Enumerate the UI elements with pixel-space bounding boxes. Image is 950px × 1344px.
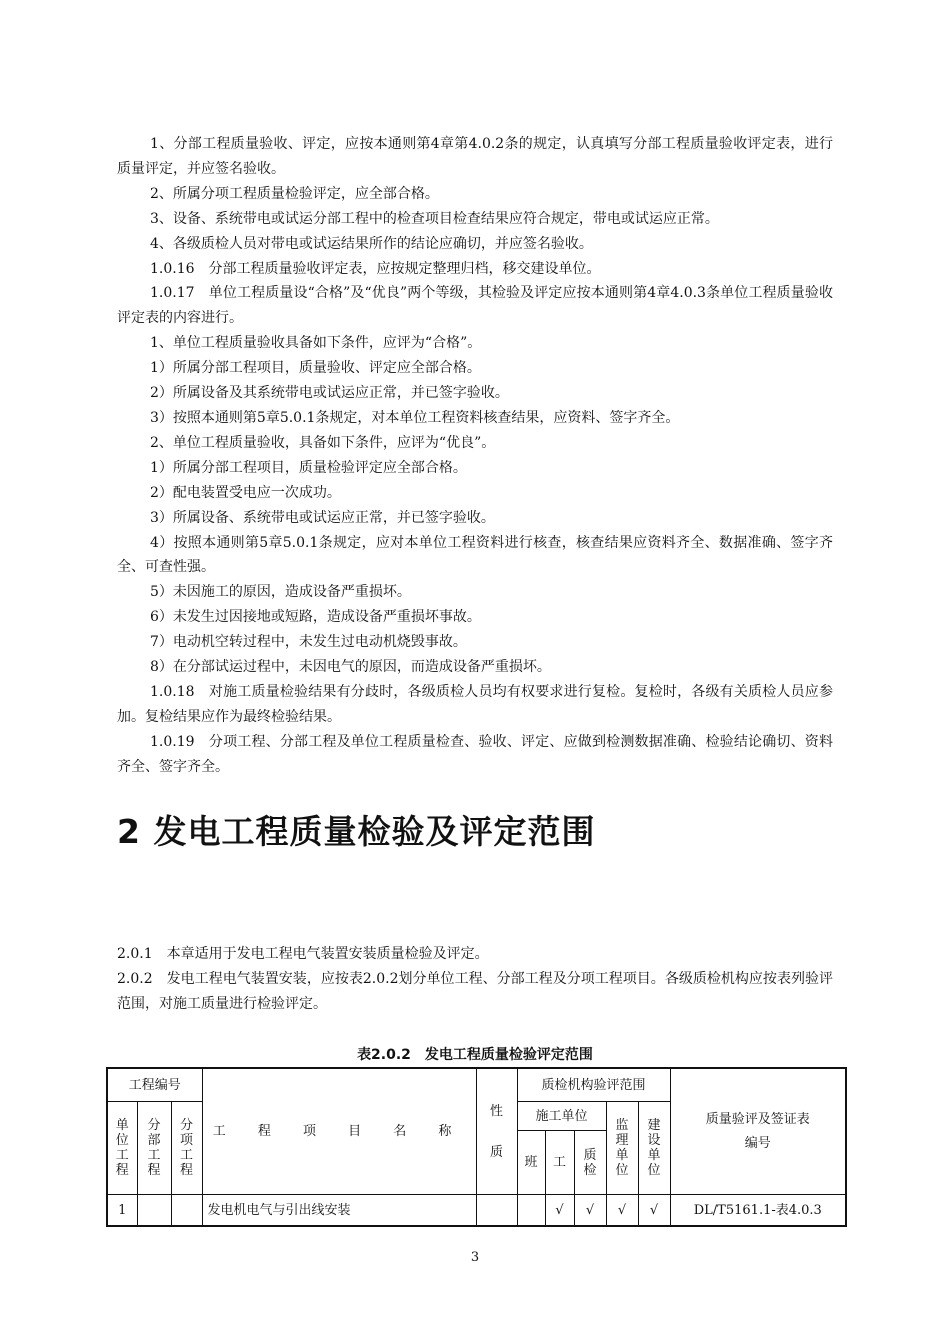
cell-nature <box>476 1195 517 1227</box>
header-nature <box>476 1068 517 1195</box>
paragraph: 1）所属分部工程项目，质量验收、评定应全部合格。 <box>150 360 481 377</box>
header-project-code: 工程编号 <box>107 1068 202 1102</box>
paragraph: 1.0.16 分部工程质量验收评定表，应按规定整理归档，移交建设单位。 <box>150 260 601 277</box>
cell-supervision: √ <box>606 1195 638 1227</box>
paragraph: 1.0.18 对施工质量检验结果有分歧时，各级质检人员均有权要求进行复检。复检时，各级有关质检人员应参加。复检结果应作为最终检验结果。 <box>117 683 833 725</box>
paragraph: 6）未发生过因接地或短路，造成设备严重损坏事故。 <box>150 609 481 626</box>
header-quality-check: 质检 <box>574 1131 606 1195</box>
paragraph: 2、所属分项工程质量检验评定，应全部合格。 <box>150 185 439 202</box>
body-text <box>117 132 833 780</box>
header-unit-project: 单位工程 <box>107 1102 137 1195</box>
header-team: 班 <box>517 1131 545 1195</box>
header-project-name-text: 工 程 项 目 名 称 <box>212 1124 466 1139</box>
paragraph: 1、分部工程质量验收、评定，应按本通则第4章第4.0.2条的规定，认真填写分部工程质量验收评定表，进行质量评定，并应签名验收。 <box>117 136 833 177</box>
paragraph: 2）配电装置受电应一次成功。 <box>150 484 341 501</box>
cell-name: 发电机电气与引出线安装 <box>202 1195 476 1227</box>
paragraph: 2.0.1 本章适用于发电工程电气装置安装质量检验及评定。 <box>117 946 489 962</box>
header-inspection-scope: 质检机构验评范围 <box>517 1068 670 1102</box>
cell-sub <box>137 1195 171 1227</box>
cell-unit: 1 <box>107 1195 137 1227</box>
header-construction-unit: 施工单位 <box>517 1102 606 1131</box>
paragraph: 4、各级质检人员对带电或试运结果所作的结论应确切，并应签名验收。 <box>150 235 593 252</box>
chapter-heading: 2 发电工程质量检验及评定范围 <box>117 812 596 851</box>
paragraph: 2.0.2 发电工程电气装置安装，应按表2.0.2划分单位工程、分部工程及分项工程项目。各级质检机构应按表列验评范围，对施工质量进行检验评定。 <box>117 970 833 1012</box>
paragraph: 3）所属设备、系统带电或试运应正常，并已签字验收。 <box>150 509 495 526</box>
cell-form-no: DL/T5161.1-表4.0.3 <box>670 1195 846 1227</box>
page-number: 3 <box>470 1250 480 1265</box>
paragraph: 1.0.17 单位工程质量设“合格”及“优良”两个等级，其检验及评定应按本通则第4章4.0.3条单位工程质量验收评定表的内容进行。 <box>117 285 833 327</box>
paragraph: 1、单位工程质量验收具备如下条件，应评为“合格”。 <box>150 335 482 352</box>
paragraph: 1.0.19 分项工程、分部工程及单位工程质量检查、验收、评定、应做到检测数据准确、检验结论确切、资料齐全、签字齐全。 <box>117 733 833 775</box>
paragraph: 8）在分部试运过程中，未因电气的原因，而造成设备严重损坏。 <box>150 659 551 676</box>
header-work: 工 <box>545 1131 574 1195</box>
cell-item <box>171 1195 202 1227</box>
paragraph: 5）未因施工的原因，造成设备严重损坏。 <box>150 584 411 601</box>
paragraph: 3）按照本通则第5章5.0.1条规定，对本单位工程资料核查结果，应资料、签字齐全。 <box>150 409 680 426</box>
paragraph: 2、单位工程质量验收，具备如下条件，应评为“优良”。 <box>150 434 496 451</box>
section-2-text <box>117 942 833 1017</box>
header-sub-project: 分部工程 <box>137 1102 171 1195</box>
header-owner-unit: 建设单位 <box>638 1102 670 1195</box>
header-form-title: 质量验评及签证表编号 <box>670 1068 846 1195</box>
table-row <box>107 1195 846 1227</box>
paragraph: 7）电动机空转过程中，未发生过电动机烧毁事故。 <box>150 634 467 651</box>
cell-team <box>517 1195 545 1227</box>
table-caption: 表2.0.2 发电工程质量检验评定范围 <box>357 1047 593 1063</box>
header-nature-1: 性 <box>490 1103 504 1119</box>
cell-quality-check: √ <box>574 1195 606 1227</box>
scope-table <box>106 1067 847 1227</box>
header-supervision-unit: 监理单位 <box>606 1102 638 1195</box>
paragraph: 2）所属设备及其系统带电或试运应正常，并已签字验收。 <box>150 385 509 402</box>
paragraph: 3、设备、系统带电或试运分部工程中的检查项目检查结果应符合规定，带电或试运应正常。 <box>150 210 719 227</box>
header-item-project: 分项工程 <box>171 1102 202 1195</box>
paragraph: 4）按照本通则第5章5.0.1条规定，应对本单位工程资料进行核查，核查结果应资料齐全、数据准确、签字齐全、可查性强。 <box>117 534 833 576</box>
paragraph: 1）所属分部工程项目，质量检验评定应全部合格。 <box>150 459 467 476</box>
cell-work: √ <box>545 1195 574 1227</box>
cell-owner: √ <box>638 1195 670 1227</box>
header-nature-2: 质 <box>490 1144 504 1160</box>
header-project-name <box>202 1068 476 1195</box>
